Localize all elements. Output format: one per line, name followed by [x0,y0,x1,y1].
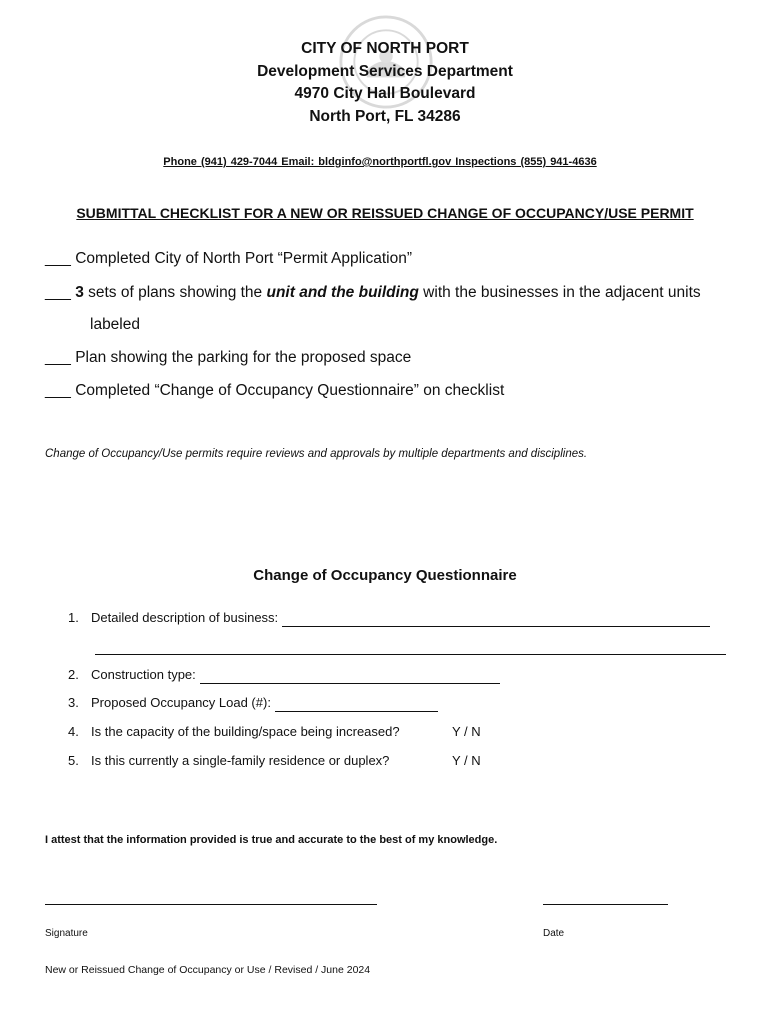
question-text: Is the capacity of the building/space being increased? [91,724,400,739]
question-single-family [68,752,389,770]
checklist-item-text: with the businesses in the adjacent units [418,284,701,301]
business-description-field[interactable] [282,613,710,627]
department-name: Development Services Department [257,62,513,80]
occupancy-load-field[interactable] [275,698,438,712]
question-number: 2. [68,667,79,682]
question-capacity-increase [68,723,400,741]
city-state-zip: North Port, FL 34286 [309,107,461,125]
question-number: 5. [68,753,79,768]
checklist-item-text: Plan showing the parking for the proposed space [75,349,412,366]
question-text: Detailed description of business: [91,610,279,625]
checklist-title: SUBMITTAL CHECKLIST FOR A NEW OR REISSUED CHANGE OF OCCUPANCY/USE PERMIT [76,205,694,221]
review-note: Change of Occupancy/Use permits require reviews and approvals by multiple departments and disciplines. [45,448,588,460]
signature-line[interactable] [45,904,377,905]
letterhead [0,38,770,128]
question-occupancy-load [68,694,438,712]
construction-type-field[interactable] [200,670,500,684]
question-number: 1. [68,610,79,625]
question-business-description [68,609,710,627]
single-family-yes-no[interactable]: Y / N [452,753,481,768]
checkbox-blank[interactable]: ___ [45,382,71,399]
street-address: 4970 City Hall Boulevard [294,85,476,102]
checklist-item-plans-continued: labeled [90,316,140,333]
question-text: Proposed Occupancy Load (#): [91,695,271,710]
signature-label: Signature [45,928,88,939]
checkbox-blank[interactable]: ___ [45,284,71,301]
attestation-statement: I attest that the information provided is true and accurate to the best of my knowledge. [45,834,498,846]
date-label: Date [543,928,565,939]
form-footer: New or Reissued Change of Occupancy or Use / Revised / June 2024 [45,964,371,976]
checklist-item-permit-application [45,249,412,269]
checkbox-blank[interactable]: ___ [45,250,71,267]
questionnaire-title: Change of Occupancy Questionnaire [253,567,517,584]
date-line[interactable] [543,904,668,905]
question-number: 3. [68,695,79,710]
business-description-field-line-2[interactable] [95,641,726,655]
checklist-item-text: Completed City of North Port “Permit Application” [75,250,413,267]
question-text: Construction type: [91,667,196,682]
emphasis-text: unit and the building [266,284,419,301]
checklist-item-text: Completed “Change of Occupancy Questionnaire” on checklist [75,382,505,399]
checklist-item-text: sets of plans showing the [83,284,267,301]
checkbox-blank[interactable]: ___ [45,349,71,366]
checklist-item-plans [45,283,701,303]
checklist-item-parking-plan [45,348,411,368]
plan-count: 3 [75,284,84,301]
city-name: CITY OF NORTH PORT [301,40,469,57]
capacity-yes-no[interactable]: Y / N [452,724,481,739]
question-number: 4. [68,724,79,739]
question-text: Is this currently a single-family residence or duplex? [91,753,390,768]
contact-info: Phone (941) 429-7044 Email: bldginfo@northportfl.gov Inspections (855) 941-4636 [163,156,597,168]
question-construction-type [68,666,500,684]
checklist-item-questionnaire [45,381,504,401]
